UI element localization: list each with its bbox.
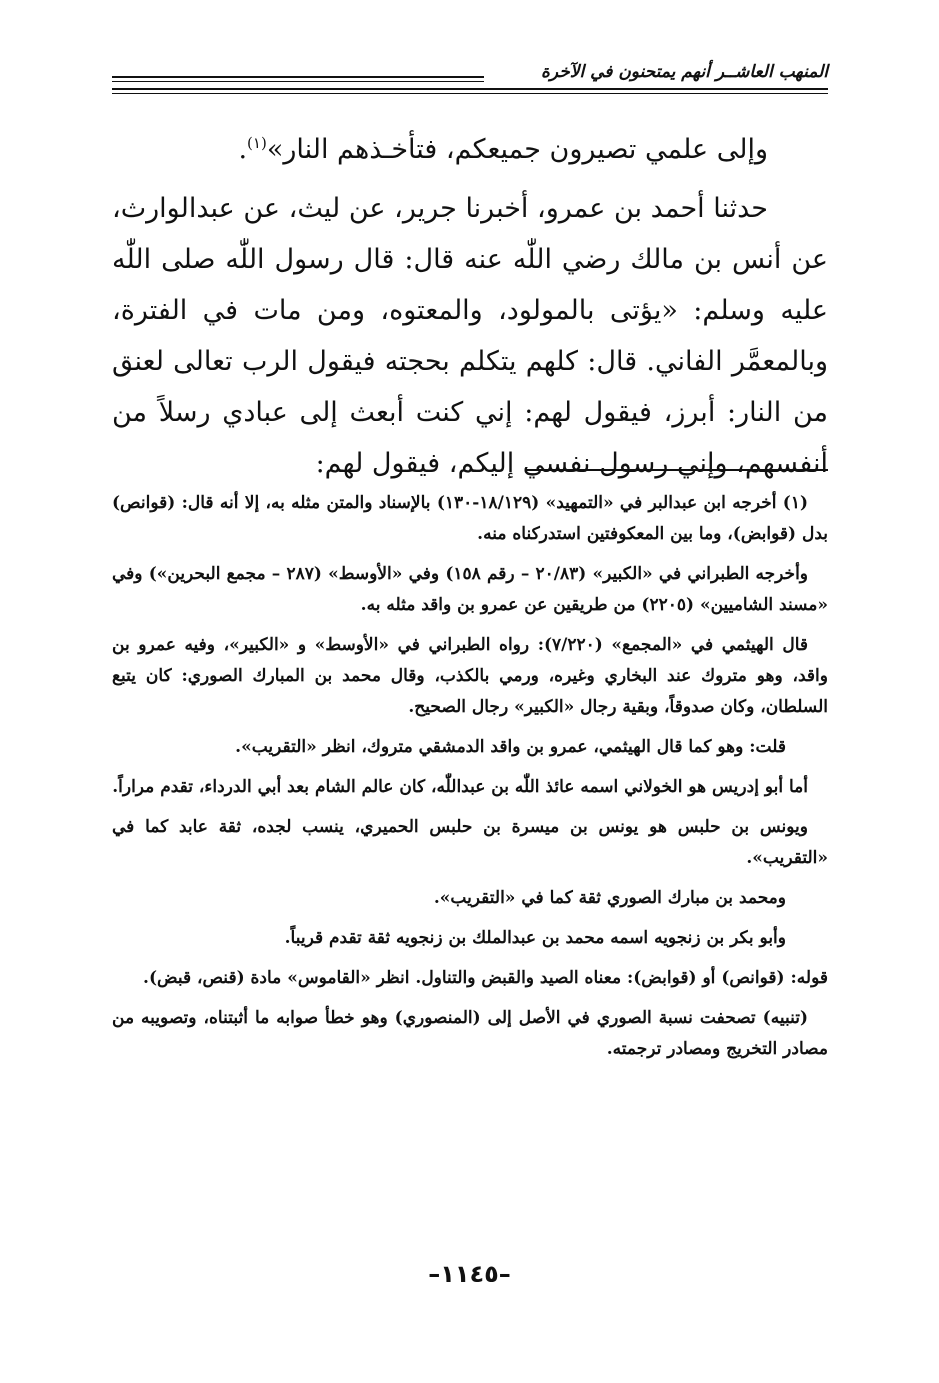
footnote-paragraph: قوله: (قوانص) أو (قوابض): معناه الصيد والقبض والتناول. انظر «القاموس» مادة (قنص، قبض). [143, 968, 828, 988]
main-text [112, 124, 828, 489]
footnote-paragraph: (تنبيه) تصحفت نسبة الصوري في الأصل إلى (المنصوري) وهو خطأ صوابه ما أثبتناه، وتصويبه من مصادر التخريج ومصادر ترجمته. [112, 1008, 828, 1059]
footnote-paragraph: وأبو بكر بن زنجويه اسمه محمد بن عبدالملك بن زنجويه ثقة تقدم قريباً. [284, 928, 786, 948]
running-header [112, 62, 828, 92]
footnote-paragraph: ويونس بن حلبس هو يونس بن ميسرة بن حلبس الحميري، ينسب لجده، ثقة عابد كما في «التقريب». [112, 817, 828, 868]
footnote-marker: (١) [247, 134, 267, 152]
footnote-paragraph: ومحمد بن مبارك الصوري ثقة كما في «التقريب». [433, 888, 786, 908]
footnote-paragraph: قلت: وهو كما قال الهيثمي، عمرو بن واقد الدمشقي متروك، انظر «التقريب». [235, 737, 786, 757]
header-underline [112, 88, 828, 90]
header-rule [112, 76, 484, 78]
running-title: المنهب العاشــر أنهم يمتحنون في الآخرة [540, 62, 828, 82]
header-rule-thin [112, 81, 484, 82]
footnote-1: (١) أخرجه ابن عبدالبر في «التمهيد» (١٨/١٢٩-١٣٠) بالإسناد والمتن مثله به، إلا أنه قال: (قوانص) بدل (قوابض)، وما بين المعكوفتين استدركناه منه. [112, 493, 828, 544]
footnote-paragraph: وأخرجه الطبراني في «الكبير» (٢٠/٨٣ – رقم ١٥٨) وفي «الأوسط» (٢٨٧ – مجمع البحرين») وفي «مسند الشاميين» (٢٢٠٥) من طريقين عن عمرو بن واقد مثله به. [112, 564, 828, 615]
footnote-paragraph: أما أبو إدريس هو الخولاني اسمه عائذ اللّٰه بن عبداللّٰه، كان عالم الشام بعد أبي الدرداء، تقدم مراراً. [112, 777, 808, 797]
page-number: –١١٤٥– [428, 1260, 511, 1288]
footnote-separator [525, 469, 828, 471]
main-line-1-text: وإلى علمي تصيرون جميعكم، فتأخـذهم النار» [266, 134, 768, 165]
header-underline-thin [112, 93, 828, 94]
main-line-1-end: . [238, 134, 248, 165]
footnote-paragraph: قال الهيثمي في «المجمع» (٧/٢٢٠): رواه الطبراني في «الأوسط» و «الكبير»، وفيه عمرو بن واقد، وهو متروك عند البخاري وغيره، ورمي بالكذب، وقال محمد بن المبارك الصوري: كان يتبع السلطان، وكان صدوقاً، وبقية رجال «الكبير» رجال الصحيح. [112, 635, 828, 717]
main-paragraph-hadith: حدثنا أحمد بن عمرو، أخبرنا جرير، عن ليث، عن عبدالوارث، عن أنس بن مالك رضي اللّٰه عنه قال: قال رسول اللّٰه صلى اللّٰه عليه وسلم: «يؤتى بالمولود، والمعتوه، ومن مات في الفترة، وبالمعمَّر الفاني. قال: كلهم يتكلم بحجته فيقول الرب تعالى لعنق من النار: أبرز، فيقول لهم: إني كنت أبعث إلى عبادي رسلاً من أنفسهم، وإني رسول نفسي إليكم، فيقول لهم: [112, 193, 828, 479]
main-line-1 [112, 124, 828, 175]
footnotes [112, 488, 828, 1074]
